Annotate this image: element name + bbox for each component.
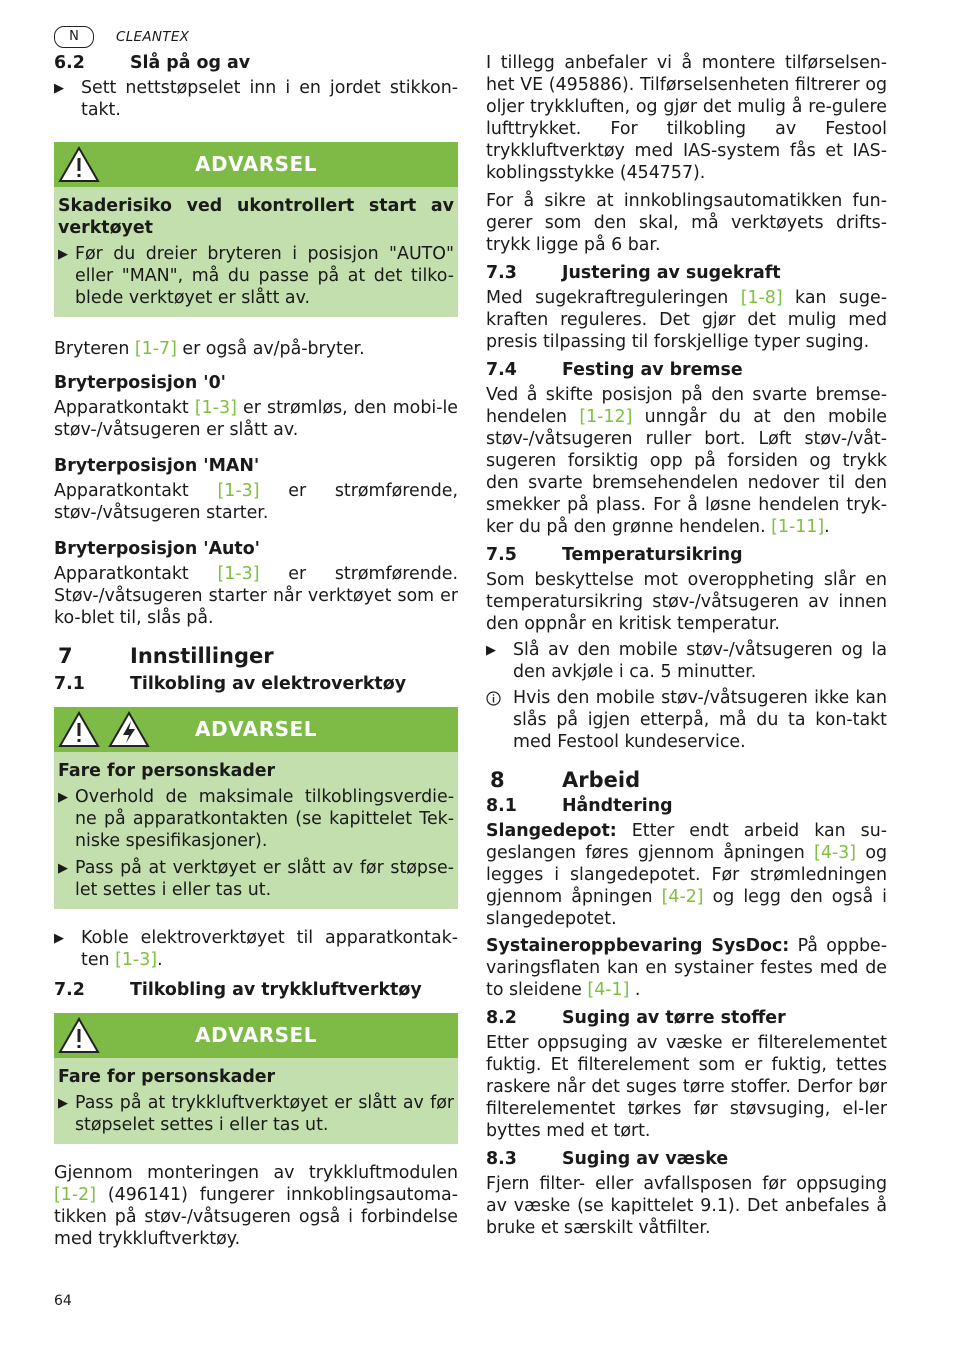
figure-reference: [1-2] xyxy=(54,1185,96,1205)
warning-subtitle: Fare for personskader xyxy=(58,1067,276,1087)
figure-reference: [4-2] xyxy=(661,887,704,907)
warning-subtitle: Fare for personskader xyxy=(58,761,276,781)
paragraph: Gjennom monteringen av trykkluftmodulen [1-2] (496141) fungerer innkoblingsautoma-tikken på støv-/våtsugeren også i forbindelse med trykkluftverktøy. xyxy=(54,1163,458,1249)
paragraph: I tillegg anbefaler vi å montere tilførselsen-het VE (495886). Tilførselsenheten filtrerer og oljer trykkluften, og gjør det mulig å re-gulere lufttrykket. For tilkobling av Festool trykkluftverktøy med IAS-system fås et IAS-koblingsstykke (454757). xyxy=(486,53,887,183)
figure-reference: [1-3] xyxy=(217,481,260,501)
subheading: Bryterposisjon 'Auto' xyxy=(54,539,261,559)
list-item: ▶ Sett nettstøpselet inn i en jordet stikkon-takt. xyxy=(54,78,458,120)
triangle-right-bullet-icon: ▶ xyxy=(58,790,68,805)
paragraph: Apparatkontakt [1-3] er strømførende, støv-/våtsugeren starter. xyxy=(54,481,458,523)
section-7-heading: 7 Innstillinger xyxy=(58,644,274,668)
paragraph: Bryteren [1-7] er også av/på-bryter. xyxy=(54,339,365,359)
page-number: 64 xyxy=(54,1293,72,1309)
brand-name: CLEANTEX xyxy=(116,29,190,45)
section-7-3-heading: 7.3 Justering av sugekraft xyxy=(486,263,781,283)
figure-reference: [4-1] xyxy=(587,980,630,1000)
triangle-right-bullet-icon: ▶ xyxy=(58,861,68,876)
paragraph: Slangedepot: Etter endt arbeid kan su-geslangen føres gjennom åpningen [4-3] og legges i slangedepotet. Før strømledningen gjennom åpningen [4-2] og legg den også i slangedepotet. xyxy=(486,821,887,929)
paragraph: Fjern filter- eller avfallsposen før oppsuging av væske (se kapittelet 9.1). Det anbefales å bruke et særskilt våtfilter. xyxy=(486,1174,887,1238)
language-badge: N xyxy=(54,26,94,48)
paragraph: Etter oppsuging av væske er filterelementet fuktig. Et filterelement som er fuktig, tettes raskere når det suges tørre stoffer. Derfor bør filterelementet tørkes før støvsuging, el-ler byttes med et tørt. xyxy=(486,1033,887,1141)
paragraph: Som beskyttelse mot overoppheting slår en temperatursikring støv-/våtsugeren av innen den oppnår en kritisk temperatur. xyxy=(486,570,887,634)
warning-title: ADVARSEL xyxy=(195,1023,317,1047)
list-item: ▶ Før du dreier bryteren i posisjon "AUTO" eller "MAN", må du passe på at det tilko-blede verktøyet er slått av. xyxy=(58,244,454,308)
warning-header xyxy=(54,142,458,187)
figure-reference: [1-8] xyxy=(740,288,783,308)
figure-reference: [1-12] xyxy=(579,407,633,427)
warning-box xyxy=(54,1013,458,1144)
triangle-right-bullet-icon: ▶ xyxy=(486,643,496,658)
warning-box xyxy=(54,142,458,317)
warning-title: ADVARSEL xyxy=(195,717,317,741)
page-header xyxy=(54,26,189,48)
section-8-3-heading: 8.3 Suging av væske xyxy=(486,1149,729,1169)
list-item: ▶ Koble elektroverktøyet til apparatkontak-ten [1-3]. xyxy=(54,928,458,970)
subheading: Bryterposisjon 'MAN' xyxy=(54,456,260,476)
info-note: Hvis den mobile støv-/våtsugeren ikke kan slås på igjen etterpå, må du ta kon-takt med Festool kundeservice. xyxy=(486,687,887,753)
list-item: ▶ Overhold de maksimale tilkoblingsverdie-ne på apparatkontakten (se kapittelet Tek-niske spesifikasjoner). xyxy=(58,787,454,851)
paragraph: Med sugekraftreguleringen [1-8] kan suge-kraften reguleres. Det gjør det mulig med presis tilpassing til forskjellige typer suging. xyxy=(486,288,887,352)
warning-subtitle: Skaderisiko ved ukontrollert start av verktøyet xyxy=(58,196,454,238)
section-8-heading: 8 Arbeid xyxy=(490,768,641,792)
paragraph: Apparatkontakt [1-3] er strømførende. Støv-/våtsugeren starter når verktøyet som er ko-blet til, slås på. xyxy=(54,564,458,628)
figure-reference: [1-3] xyxy=(115,950,158,970)
figure-reference: [1-3] xyxy=(217,564,260,584)
triangle-right-bullet-icon: ▶ xyxy=(54,931,64,946)
section-6-2-heading: 6.2 Slå på og av xyxy=(54,53,251,73)
paragraph: For å sikre at innkoblingsautomatikken fun-gerer som den skal, må verktøyets drifts-trykk ligge på 6 bar. xyxy=(486,191,887,255)
paragraph: Apparatkontakt [1-3] er strømløs, den mobi-le støv-/våtsugeren er slått av. xyxy=(54,398,458,440)
figure-reference: [1-7] xyxy=(134,339,177,359)
paragraph: Ved å skifte posisjon på den svarte bremse-hendelen [1-12] unngår du at den mobile støv-/våtsugeren ruller bort. Løft støv-/våt-sugeren forsiktig opp på forsiden og trykk den svarte bremsehendelen nedover til den smekker på plass. For å løsne hendelen tryk-ker du på den grønne hendelen. [1-11]. xyxy=(486,385,887,537)
info-circle-icon xyxy=(486,691,501,706)
figure-reference: [1-11] xyxy=(771,517,825,537)
right-column xyxy=(486,50,887,1239)
paragraph: Systaineroppbevaring SysDoc: På oppbe-varingsflaten kan en systainer festes med de to sleidene [4-1] . xyxy=(486,936,887,1000)
triangle-right-bullet-icon: ▶ xyxy=(54,81,64,96)
triangle-right-bullet-icon: ▶ xyxy=(58,247,68,262)
triangle-right-bullet-icon: ▶ xyxy=(58,1096,68,1111)
list-item: ▶ Pass på at trykkluftverktøyet er slått av før støpselet settes i eller tas ut. xyxy=(58,1093,454,1135)
section-8-1-heading: 8.1 Håndtering xyxy=(486,796,673,816)
warning-header xyxy=(54,1013,458,1058)
left-column xyxy=(54,50,458,1250)
section-8-2-heading: 8.2 Suging av tørre stoffer xyxy=(486,1008,786,1028)
warning-title: ADVARSEL xyxy=(195,152,317,176)
list-item: ▶ Slå av den mobile støv-/våtsugeren og la den avkjøle i ca. 5 minutter. xyxy=(486,640,887,682)
subheading: Bryterposisjon '0' xyxy=(54,373,227,393)
warning-header xyxy=(54,707,458,752)
section-7-4-heading: 7.4 Festing av bremse xyxy=(486,360,743,380)
list-item: ▶ Pass på at verktøyet er slått av før støpse-let settes i eller tas ut. xyxy=(58,858,454,900)
figure-reference: [1-3] xyxy=(194,398,237,418)
section-7-5-heading: 7.5 Temperatursikring xyxy=(486,545,743,565)
section-7-1-heading: 7.1 Tilkobling av elektroverktøy xyxy=(54,674,407,694)
section-7-2-heading: 7.2 Tilkobling av trykkluftverktøy xyxy=(54,980,422,1000)
warning-box xyxy=(54,707,458,909)
figure-reference: [4-3] xyxy=(814,843,857,863)
